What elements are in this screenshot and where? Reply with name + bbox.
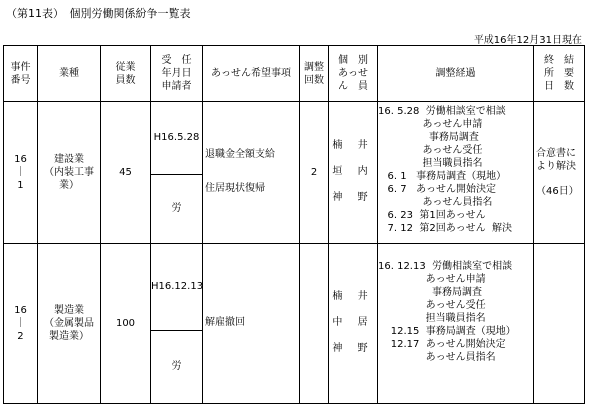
header-case-no: 事件 番号 — [4, 46, 38, 102]
header-mediators: 個 別 あっせ ん 員 — [329, 46, 378, 102]
process-cell: 16. 5.28 労働相談室で相談 あっせん申請 事務局調査 あっせん受任 担当職員指名 6. 1 事務局調査（現地） 6. 7 あっせん開始決定 あっせん員指名 6. 23 第1回あっせん 7. 12 第2回あっせん 解決 — [378, 102, 534, 244]
mediators-cell: 楠 井 中 居 神 野 — [329, 243, 378, 403]
industry-cell: 建設業 （内装工事 業） — [38, 102, 101, 244]
header-hope: あっせん希望事項 — [203, 46, 300, 102]
process-cell: 16. 12.13 労働相談室で相談 あっせん申請 事務局調査 あっせん受任 担当職員指名 12.15 事務局調査（現地） 12.17 あっせん開始決定 あっせん員指名 — [378, 243, 534, 403]
adjust-count-cell: 2 — [300, 102, 329, 244]
accept-date-cell: H16.12.13 — [151, 243, 203, 330]
applicant-cell: 労 — [151, 174, 203, 243]
result-cell: 合意書に より解決 （46日） — [534, 102, 585, 244]
dispute-table — [3, 45, 585, 404]
employees-cell: 45 — [101, 102, 151, 244]
as-of-date: 平成16年12月31日現在 — [473, 35, 582, 46]
header-row — [4, 46, 585, 102]
applicant-cell: 労 — [151, 330, 203, 403]
header-adjust-count: 調整 回数 — [300, 46, 329, 102]
table-row — [4, 102, 585, 174]
header-industry: 業種 — [38, 46, 101, 102]
case-no-cell: 16 ｜ 2 — [4, 243, 38, 403]
accept-date-cell: H16.5.28 — [151, 102, 203, 174]
employees-cell: 100 — [101, 243, 151, 403]
hope-cell: 退職金全額支給 住居現状復帰 — [203, 102, 300, 244]
header-accepted: 受 任 年月日 申請者 — [151, 46, 203, 102]
case-no-cell: 16 ｜ 1 — [4, 102, 38, 244]
industry-cell: 製造業 （金属製品 製造業） — [38, 243, 101, 403]
header-result: 終 結 所 要 日 数 — [534, 46, 585, 102]
table-row — [4, 243, 585, 330]
adjust-count-cell — [300, 243, 329, 403]
header-process: 調整経過 — [378, 46, 534, 102]
header-employees: 従業 員数 — [101, 46, 151, 102]
table-title: （第11表） 個別労働関係紛争一覧表 — [6, 7, 191, 20]
mediators-cell: 楠 井 垣 内 神 野 — [329, 102, 378, 244]
result-cell — [534, 243, 585, 403]
hope-cell: 解雇撤回 — [203, 243, 300, 403]
